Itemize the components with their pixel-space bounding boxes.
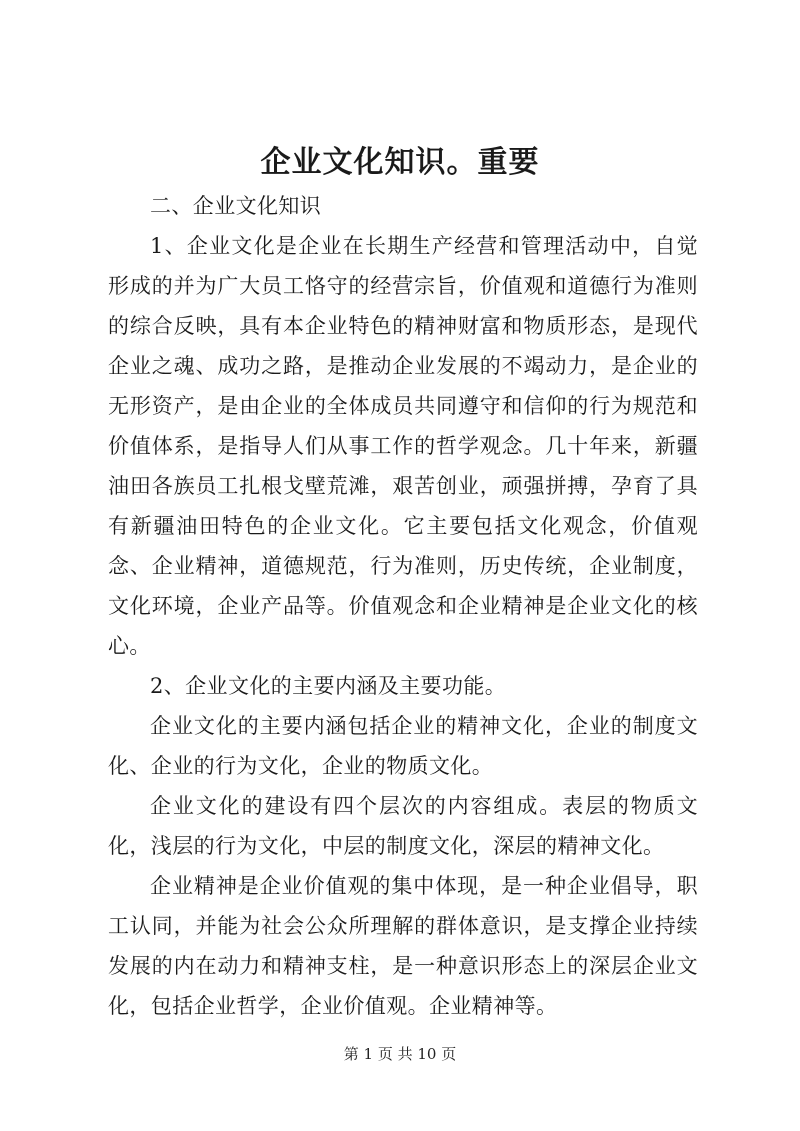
subsection-heading: 2、企业文化的主要内涵及主要功能。 bbox=[150, 674, 507, 698]
document-body bbox=[108, 186, 698, 1026]
paragraph: 企业精神是企业价值观的集中体现，是一种企业倡导，职工认同，并能为社会公众所理解的群体意识，是支撑企业持续发展的内在动力和精神支柱，是一种意识形态上的深层企业文化，包括企业哲学，企业价值观。企业精神等。 bbox=[108, 874, 698, 1018]
page-footer: 第 1 页 共 10 页 bbox=[343, 1045, 457, 1063]
section-heading: 二、企业文化知识 bbox=[150, 194, 322, 218]
paragraph: 企业文化的主要内涵包括企业的精神文化，企业的制度文化、企业的行为文化，企业的物质文化。 bbox=[108, 714, 698, 778]
paragraph: 企业文化的建设有四个层次的内容组成。表层的物质文化，浅层的行为文化，中层的制度文化，深层的精神文化。 bbox=[108, 794, 698, 858]
document-title: 企业文化知识。重要 bbox=[260, 145, 540, 180]
paragraph: 1、企业文化是企业在长期生产经营和管理活动中，自觉形成的并为广大员工恪守的经营宗旨，价值观和道德行为准则的综合反映，具有本企业特色的精神财富和物质形态，是现代企业之魂、成功之路，是推动企业发展的不竭动力，是企业的无形资产，是由企业的全体成员共同遵守和信仰的行为规范和价值体系，是指导人们从事工作的哲学观念。几十年来，新疆油田各族员工扎根戈壁荒滩，艰苦创业，顽强拼搏，孕育了具有新疆油田特色的企业文化。它主要包括文化观念，价值观念、企业精神，道德规范，行为准则，历史传统，企业制度，文化环境，企业产品等。价值观念和企业精神是企业文化的核心。 bbox=[108, 234, 698, 658]
